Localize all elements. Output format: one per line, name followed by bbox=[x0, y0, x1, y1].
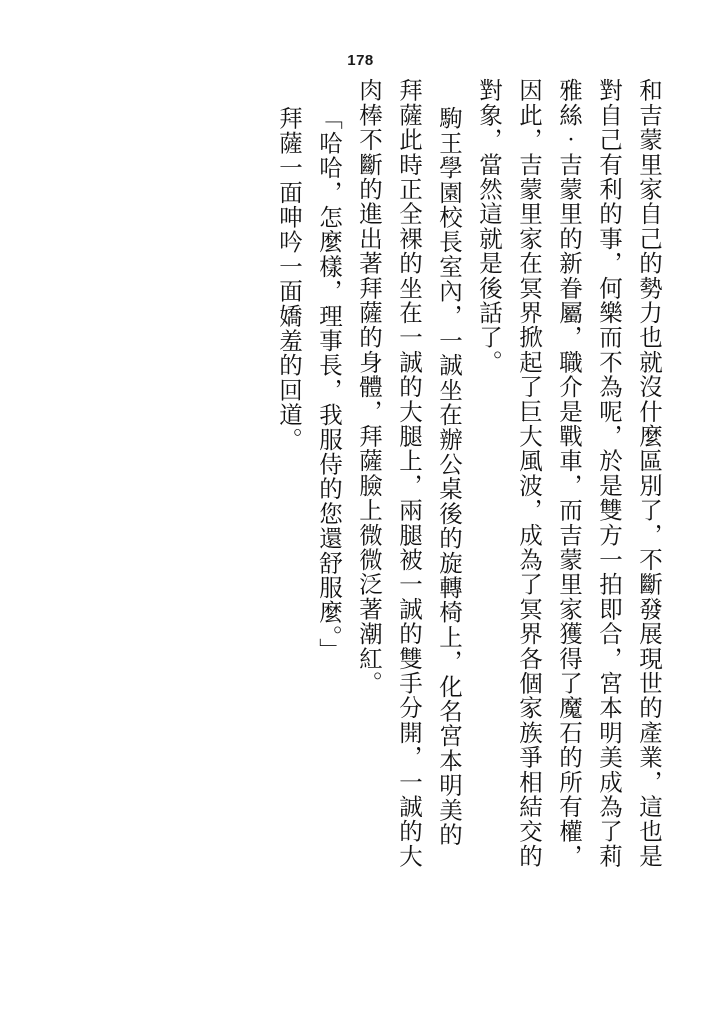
vertical-text-block bbox=[269, 78, 669, 958]
text-column: 對自己有利的事，何樂而不為呢，於是雙方一拍即合，宮本明美成為了莉 bbox=[595, 78, 623, 869]
text-column: 拜薩一面呻吟一面嬌羞的回道。 bbox=[275, 106, 303, 452]
text-column: 「哈哈，怎麼樣，理事長，我服侍的您還舒服麼。」 bbox=[315, 106, 343, 663]
text-column: 因此，吉蒙里家在冥界掀起了巨大風波，成為了冥界各個家族爭相結交的 bbox=[515, 78, 543, 869]
page-number: 178 bbox=[347, 52, 374, 69]
text-column: 拜薩此時正全裸的坐在一誠的大腿上，兩腿被一誠的雙手分開，一誠的大 bbox=[395, 78, 423, 869]
text-column: 對象，當然這就是後話了。 bbox=[475, 78, 503, 375]
text-column: 雅絲‧吉蒙里的新眷屬，職介是戰車，而吉蒙里家獲得了魔石的所有權， bbox=[555, 78, 583, 869]
text-column: 和吉蒙里家自己的勢力也就沒什麼區別了，不斷發展現世的產業，這也是 bbox=[635, 78, 663, 869]
text-column: 肉棒不斷的進出著拜薩的身體，拜薩臉上微微泛著潮紅。 bbox=[355, 78, 383, 696]
text-column: 駒王學園校長室內，一誠坐在辦公桌後的旋轉椅上，化名宮本明美的 bbox=[435, 106, 463, 847]
